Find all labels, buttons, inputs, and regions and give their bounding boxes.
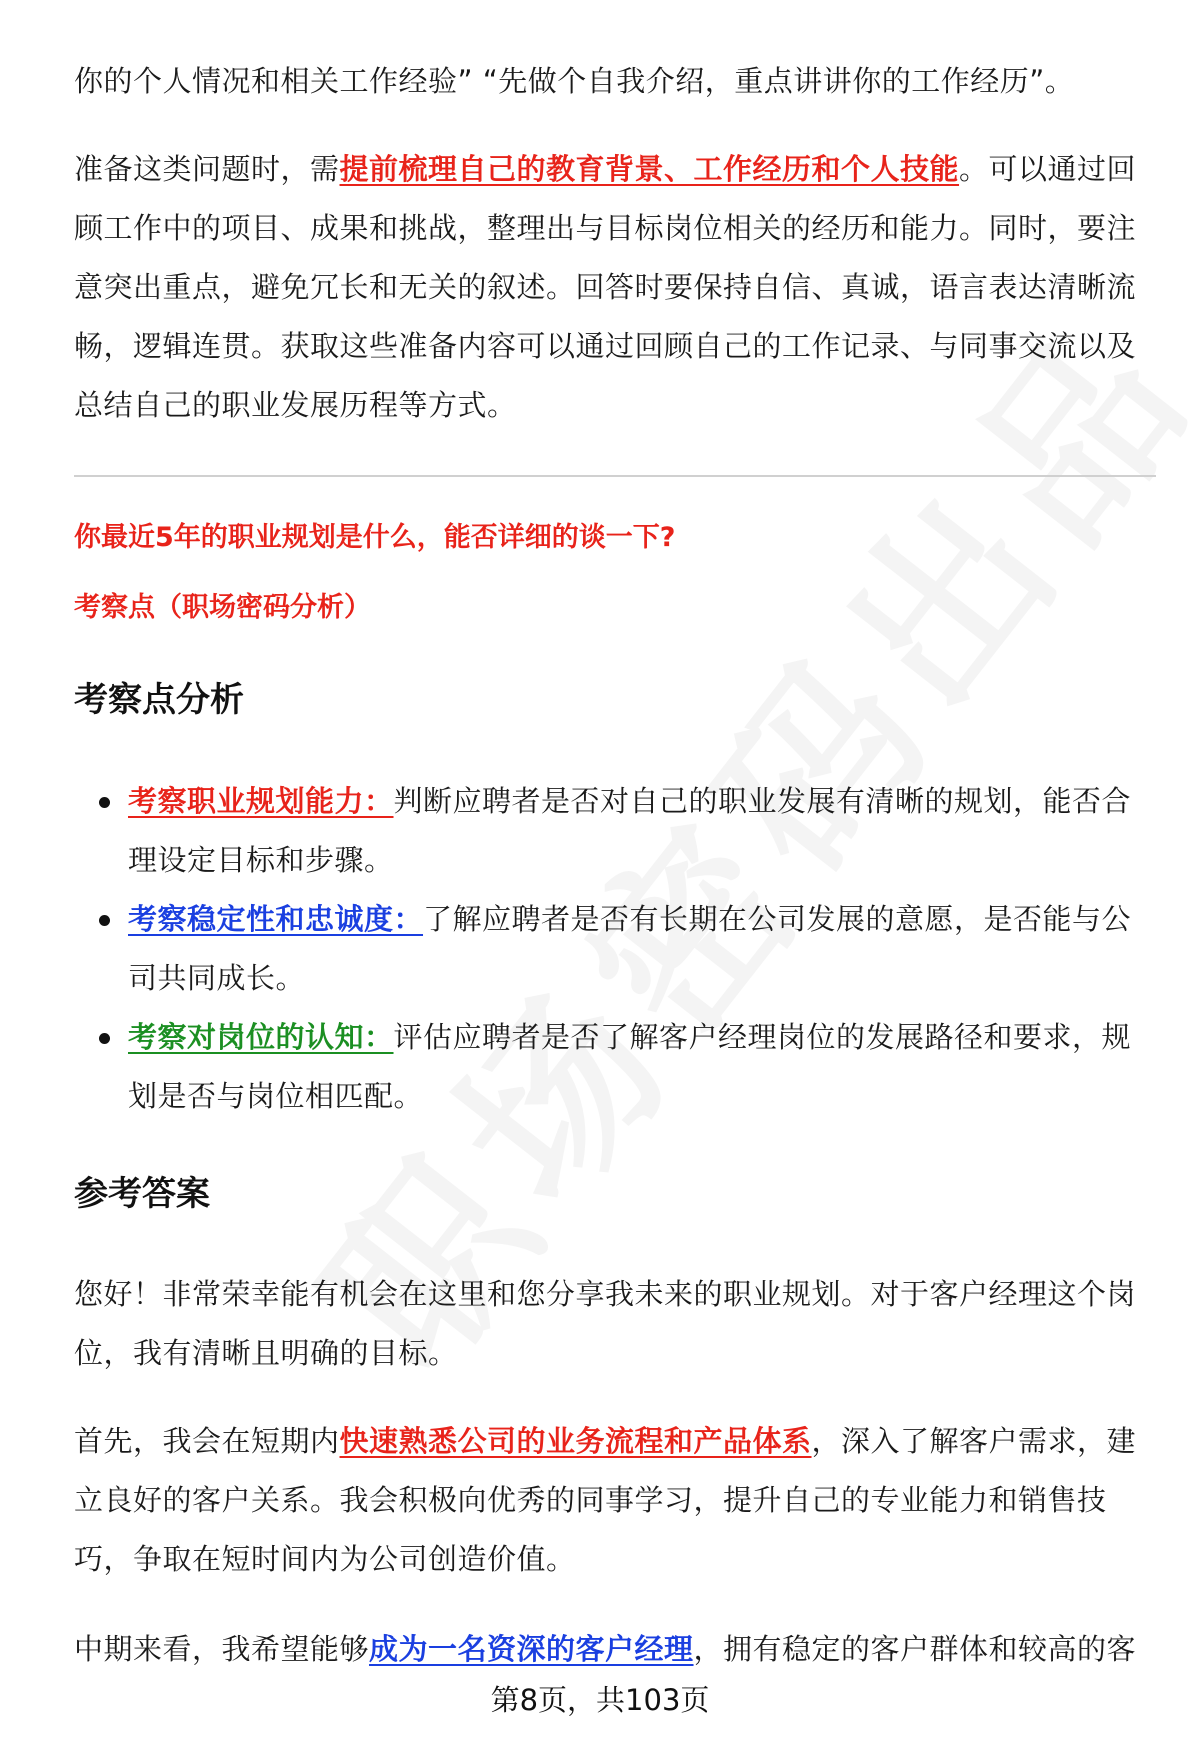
analysis-point	[74, 890, 1146, 1008]
answer-paragraph-3	[74, 1620, 1146, 1679]
bullet-icon	[99, 1033, 110, 1044]
question-subtitle: 考察点（职场密码分析）	[74, 592, 371, 623]
point-text: 了解应聘者是否有长期在公司发展的意愿，是否能与公司共同成长。	[128, 902, 1132, 995]
prep-paragraph	[74, 140, 1146, 435]
bullet-icon	[99, 915, 110, 926]
intro-line: 你的个人情况和相关工作经验” “先做个自我介绍，重点讲讲你的工作经历”。	[74, 64, 1075, 98]
answer-paragraph-1: 您好！非常荣幸能有机会在这里和您分享我未来的职业规划。对于客户经理这个岗位，我有清晰且明确的目标。	[74, 1277, 1137, 1370]
analysis-heading: 考察点分析	[74, 680, 244, 720]
answer-heading: 参考答案	[74, 1174, 210, 1214]
point-text: 评估应聘者是否了解客户经理岗位的发展路径和要求，规划是否与岗位相匹配。	[128, 1020, 1132, 1113]
analysis-point	[74, 772, 1146, 890]
point-text: 判断应聘者是否对自己的职业发展有清晰的规划，能否合理设定目标和步骤。	[128, 784, 1132, 877]
prep-text-before: 准备这类问题时，需	[74, 152, 340, 186]
answer-text-before: 中期来看，我希望能够	[74, 1632, 370, 1666]
point-label: 考察对岗位的认知：	[128, 1020, 394, 1054]
answer-paragraph-2	[74, 1412, 1146, 1589]
answer-highlight: 成为一名资深的客户经理	[369, 1632, 694, 1666]
answer-text-after: ，拥有稳定的客户群体和较高的客	[693, 1632, 1137, 1666]
point-label: 考察稳定性和忠诚度：	[128, 902, 424, 936]
point-label: 考察职业规划能力：	[128, 784, 394, 818]
page-number: 第8页，共103页	[490, 1683, 710, 1717]
question-title: 你最近5年的职业规划是什么，能否详细的谈一下?	[74, 522, 676, 553]
bullet-icon	[99, 797, 110, 808]
answer-text-before: 首先，我会在短期内	[74, 1424, 340, 1458]
answer-text-after: ，深入了解客户需求，建立良好的客户关系。我会积极向优秀的同事学习，提升自己的专业能力和销售技巧，争取在短时间内为公司创造价值。	[74, 1424, 1137, 1576]
prep-highlight: 提前梳理自己的教育背景、工作经历和个人技能	[339, 152, 960, 186]
prep-text-after: 。可以通过回顾工作中的项目、成果和挑战，整理出与目标岗位相关的经历和能力。同时，要注意突出重点，避免冗长和无关的叙述。回答时要保持自信、真诚，语言表达清晰流畅，逻辑连贯。获取这些准备内容可以通过回顾自己的工作记录、与同事交流以及总结自己的职业发展历程等方式。	[74, 152, 1137, 422]
analysis-list	[74, 772, 1146, 1126]
analysis-point	[74, 1008, 1146, 1126]
section-divider	[74, 475, 1156, 477]
answer-highlight: 快速熟悉公司的业务流程和产品体系	[339, 1424, 812, 1458]
